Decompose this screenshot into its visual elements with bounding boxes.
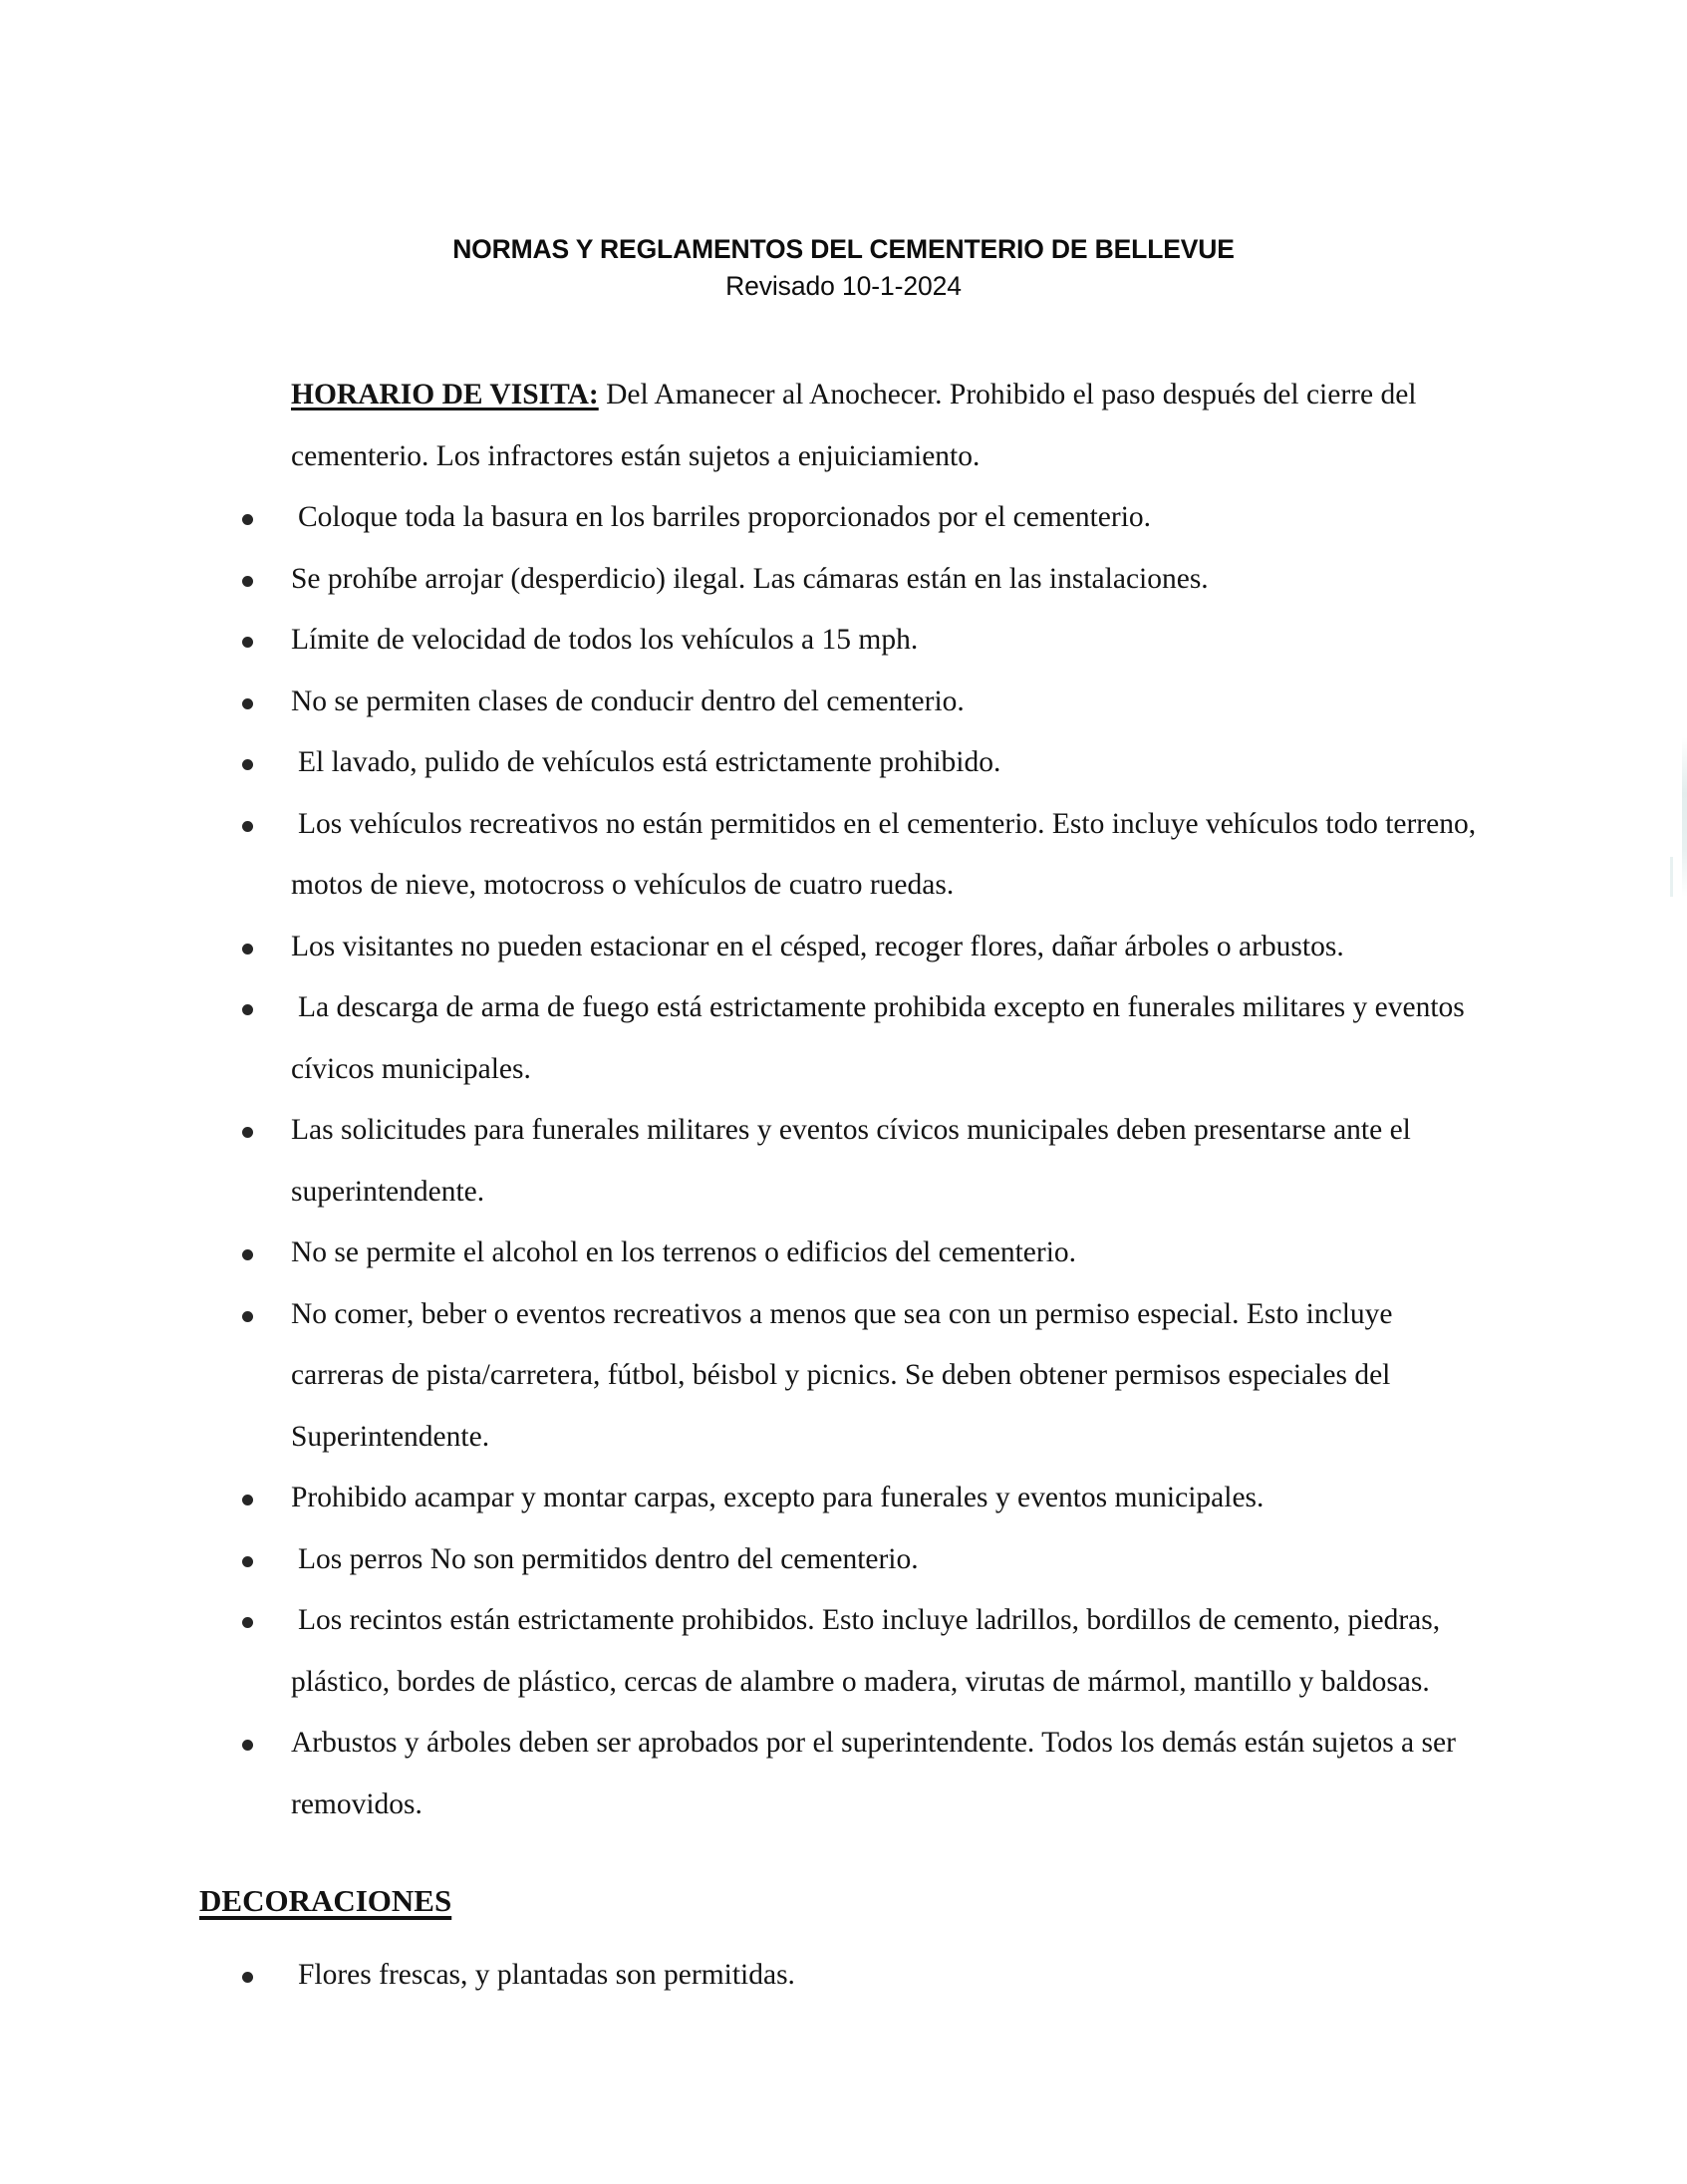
bullet-icon bbox=[242, 917, 256, 978]
list-item bbox=[0, 1713, 1687, 1835]
rule-text: No se permiten clases de conducir dentro del cementerio. bbox=[291, 684, 965, 717]
document-revision-date: Revisado 10-1-2024 bbox=[725, 271, 962, 301]
bullet-icon bbox=[242, 1284, 256, 1346]
list-item bbox=[0, 1529, 1687, 1591]
bullet-icon bbox=[242, 610, 256, 672]
scan-artifact bbox=[1670, 857, 1673, 897]
visiting-hours-text: Del Amanecer al Anochecer. Prohibido el paso después del cierre del cementerio. Los infractores están sujetos a enjuiciamiento. bbox=[291, 379, 1417, 472]
decorations-list bbox=[0, 1945, 1687, 2007]
rule-text: Los recintos están estrictamente prohibidos. Esto incluye ladrillos, bordillos de cemento, piedras, plástico, bordes de plástico, cercas de alambre o madera, virutas de mármol, mantillo y baldosas. bbox=[291, 1604, 1441, 1698]
rule-text: Las solicitudes para funerales militares y eventos cívicos municipales deben presentarse ante el superintendente. bbox=[291, 1114, 1411, 1208]
list-item bbox=[0, 610, 1687, 672]
list-item bbox=[0, 549, 1687, 611]
list-item bbox=[0, 1284, 1687, 1469]
list-item bbox=[0, 487, 1687, 549]
rule-text: Arbustos y árboles deben ser aprobados por el superintendente. Todos los demás están sujetos a ser removidos. bbox=[291, 1727, 1456, 1820]
rule-text: Coloque toda la basura en los barriles proporcionados por el cementerio. bbox=[298, 501, 1152, 533]
bullet-icon bbox=[242, 1713, 256, 1774]
rule-text: Se prohíbe arrojar (desperdicio) ilegal. Las cámaras están en las instalaciones. bbox=[291, 562, 1209, 595]
scan-artifact bbox=[1682, 737, 1687, 897]
list-item bbox=[0, 1100, 1687, 1223]
list-item bbox=[0, 977, 1687, 1100]
bullet-icon bbox=[242, 1468, 256, 1529]
bullet-icon bbox=[242, 794, 256, 856]
list-item bbox=[0, 1468, 1687, 1529]
list-item bbox=[0, 732, 1687, 794]
rule-text: Los visitantes no pueden estacionar en el césped, recoger flores, dañar árboles o arbustos. bbox=[291, 930, 1344, 962]
list-item bbox=[0, 672, 1687, 733]
bullet-icon bbox=[242, 549, 256, 611]
decoration-text: Flores frescas, y plantadas son permitidas. bbox=[298, 1959, 795, 1991]
rule-text: La descarga de arma de fuego está estrictamente prohibida excepto en funerales militares y eventos cívicos municipales. bbox=[291, 991, 1465, 1085]
bullet-icon bbox=[242, 1945, 256, 2007]
list-item bbox=[0, 1590, 1687, 1713]
bullet-icon bbox=[242, 732, 256, 794]
bullet-icon bbox=[242, 1223, 256, 1284]
rule-text: Los vehículos recreativos no están permitidos en el cementerio. Esto incluye vehículos todo terreno, motos de nieve, motocross o vehículos de cuatro ruedas. bbox=[291, 807, 1477, 901]
bullet-icon bbox=[242, 672, 256, 733]
document-body bbox=[0, 365, 1687, 2007]
bullet-icon bbox=[242, 1529, 256, 1591]
list-item bbox=[0, 1945, 1687, 2007]
list-item bbox=[0, 1223, 1687, 1284]
visiting-hours-label: HORARIO DE VISITA: bbox=[291, 379, 599, 410]
rule-text: Los perros No son permitidos dentro del cementerio. bbox=[298, 1542, 919, 1575]
rule-text: Prohibido acampar y montar carpas, excepto para funerales y eventos municipales. bbox=[291, 1482, 1265, 1513]
document-header bbox=[0, 231, 1687, 305]
bullet-icon bbox=[242, 1100, 256, 1162]
rule-text: Límite de velocidad de todos los vehículos a 15 mph. bbox=[291, 624, 919, 656]
bullet-icon bbox=[242, 977, 256, 1039]
decorations-heading bbox=[0, 1857, 1687, 1945]
rules-list bbox=[0, 487, 1687, 1835]
rule-text: No se permite el alcohol en los terrenos o edificios del cementerio. bbox=[291, 1236, 1077, 1268]
bullet-icon bbox=[242, 1590, 256, 1652]
rule-text: No comer, beber o eventos recreativos a menos que sea con un permiso especial. Esto incluye carreras de pista/carretera, fútbol, béisbol y picnics. Se deben obtener permisos especiales del Superintendente. bbox=[291, 1297, 1393, 1453]
list-item bbox=[0, 917, 1687, 978]
decorations-heading-text: DECORACIONES bbox=[199, 1883, 452, 1918]
bullet-icon bbox=[242, 487, 256, 549]
visiting-hours-paragraph bbox=[0, 365, 1687, 487]
list-item bbox=[0, 794, 1687, 917]
rule-text: El lavado, pulido de vehículos está estrictamente prohibido. bbox=[298, 746, 1001, 778]
spacer bbox=[0, 1835, 1687, 1857]
document-title: NORMAS Y REGLAMENTOS DEL CEMENTERIO DE BELLEVUE bbox=[452, 234, 1235, 264]
